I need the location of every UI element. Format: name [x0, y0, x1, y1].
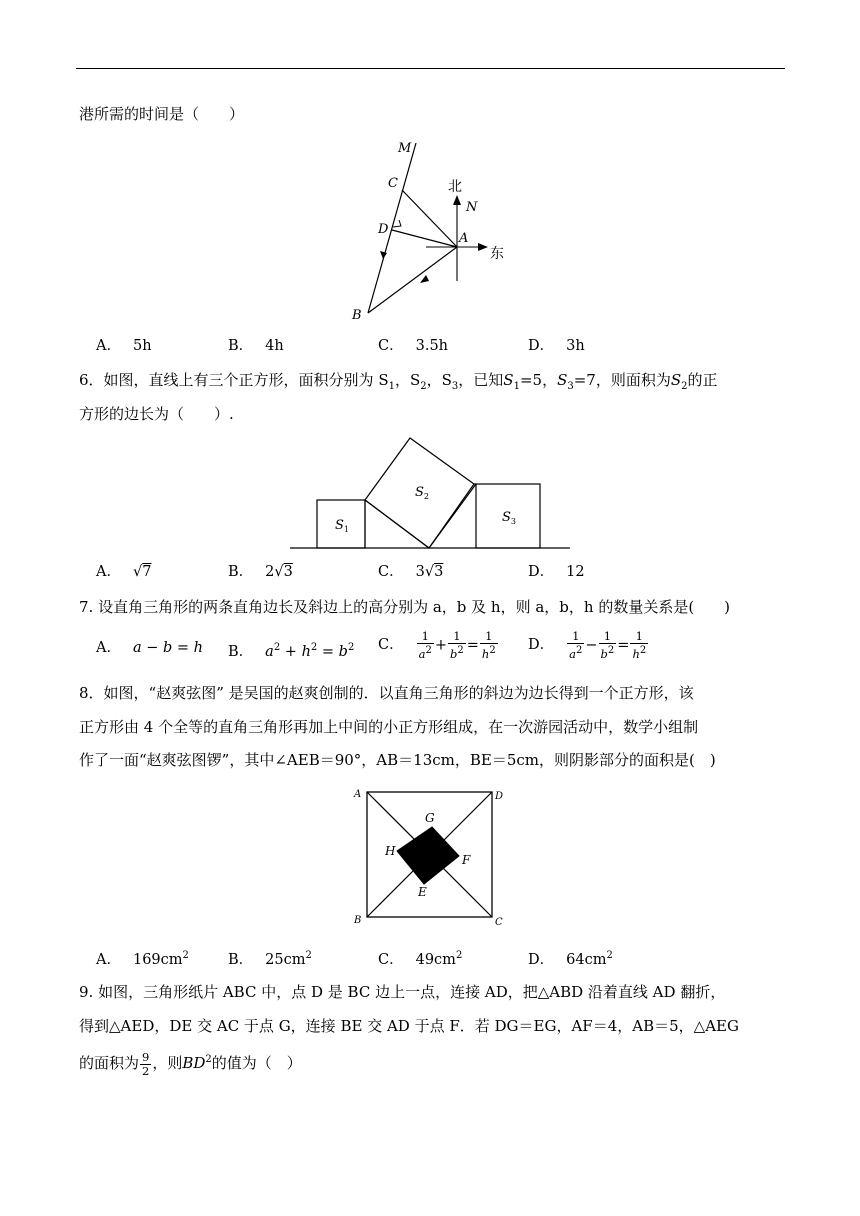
label-B: B: [352, 308, 362, 323]
q6-option-d[interactable]: D． 12: [528, 564, 585, 580]
q8-option-b[interactable]: B． $25cm^2$: [228, 950, 312, 968]
q6-stem-line2: 方形的边长为（ ）.: [79, 405, 234, 423]
label-east: 东: [490, 246, 504, 262]
q8-stem-line3: 作了一面“赵爽弦图锣”，其中∠AEB＝90°，AB＝13cm，BE＝5cm，则阴影部分的面积是( ): [79, 751, 716, 769]
label-B: B: [354, 915, 362, 926]
label-M: M: [398, 141, 412, 156]
q9-stem-line3: 的面积为 $\frac{9}{2}$ ，则$BD^2$的值为（ ）: [79, 1049, 302, 1078]
q7-option-b[interactable]: B． $a^2 + h^2 = b^2$: [228, 642, 355, 660]
q7-stem: 7. 设直角三角形的两条直角边长及斜边上的高分别为 a，b 及 h，则 a，b，h 的数量关系是( ): [79, 598, 731, 616]
q5-option-c[interactable]: C． 3.5h: [378, 338, 449, 354]
label-A: A: [459, 231, 469, 246]
q5-option-d[interactable]: D． 3h: [528, 338, 585, 354]
sqrt-icon: √: [132, 564, 143, 580]
label-s3: $S_3$: [502, 510, 516, 526]
q7-option-d[interactable]: D． $\frac{1}{a^2}$ − $\frac{1}{b^2}$ = $\frac{1}{h^2}$: [528, 629, 647, 661]
q8-option-c[interactable]: C． $49cm^2$: [378, 950, 463, 968]
q8-option-d[interactable]: D． $64cm^2$: [528, 950, 613, 968]
label-C: C: [495, 917, 503, 928]
q5-tail-text: 港所需的时间是（ ）: [79, 105, 245, 123]
label-A: A: [354, 789, 362, 800]
label-s2: $S_2$: [415, 485, 429, 501]
header-rule: [76, 68, 785, 69]
q6-option-c[interactable]: C． 3√3: [378, 564, 444, 580]
q6-option-b[interactable]: B． 2√3: [228, 564, 293, 580]
label-E: E: [418, 885, 427, 899]
label-C: C: [388, 176, 398, 191]
q8-figure: [348, 784, 513, 929]
q8-option-a[interactable]: A． $169cm^2$: [96, 950, 189, 968]
label-H: H: [385, 844, 396, 858]
label-D: D: [378, 222, 389, 237]
label-D: D: [495, 791, 504, 802]
q7-option-a[interactable]: A． a − b = h: [96, 640, 203, 656]
q9-stem-line2: 得到△AED，DE 交 AC 于点 G，连接 BE 交 AD 于点 F．若 DG＝EG，AF＝4，AB＝5，△AEG: [79, 1017, 739, 1035]
sqrt-icon: √: [424, 564, 435, 580]
label-G: G: [425, 811, 435, 825]
q5-option-b[interactable]: B． 4h: [228, 338, 284, 354]
q5-option-a[interactable]: A． 5h: [96, 338, 152, 354]
q8-stem-line1: 8．如图，“赵爽弦图” 是吴国的赵爽创制的．以直角三角形的斜边为边长得到一个正方形，该: [79, 684, 694, 702]
q6-figure: [288, 432, 573, 554]
q5-figure: [340, 135, 520, 325]
q8-stem-line2: 正方形由 4 个全等的直角三角形再加上中间的小正方形组成，在一次游园活动中，数学小组制: [79, 718, 699, 736]
q6-option-a[interactable]: A． √7: [96, 564, 152, 580]
label-north: 北: [448, 179, 462, 195]
label-s1: $S_1$: [335, 518, 349, 534]
q6-stem-line1: 6．如图，直线上有三个正方形，面积分别为 $S_1$，$S_2$，$S_3$，已知$S_1=5$，$S_3=7$，则面积为$S_2$的正: [79, 371, 718, 392]
label-F: F: [462, 853, 471, 867]
label-N: N: [466, 200, 478, 215]
q7-option-c[interactable]: C． $\frac{1}{a^2}$ + $\frac{1}{b^2}$ = $\frac{1}{h^2}$: [378, 629, 496, 661]
q9-stem-line1: 9. 如图，三角形纸片 ABC 中，点 D 是 BC 边上一点，连接 AD，把△ABD 沿着直线 AD 翻折，: [79, 983, 726, 1001]
sqrt-icon: √: [274, 564, 284, 580]
